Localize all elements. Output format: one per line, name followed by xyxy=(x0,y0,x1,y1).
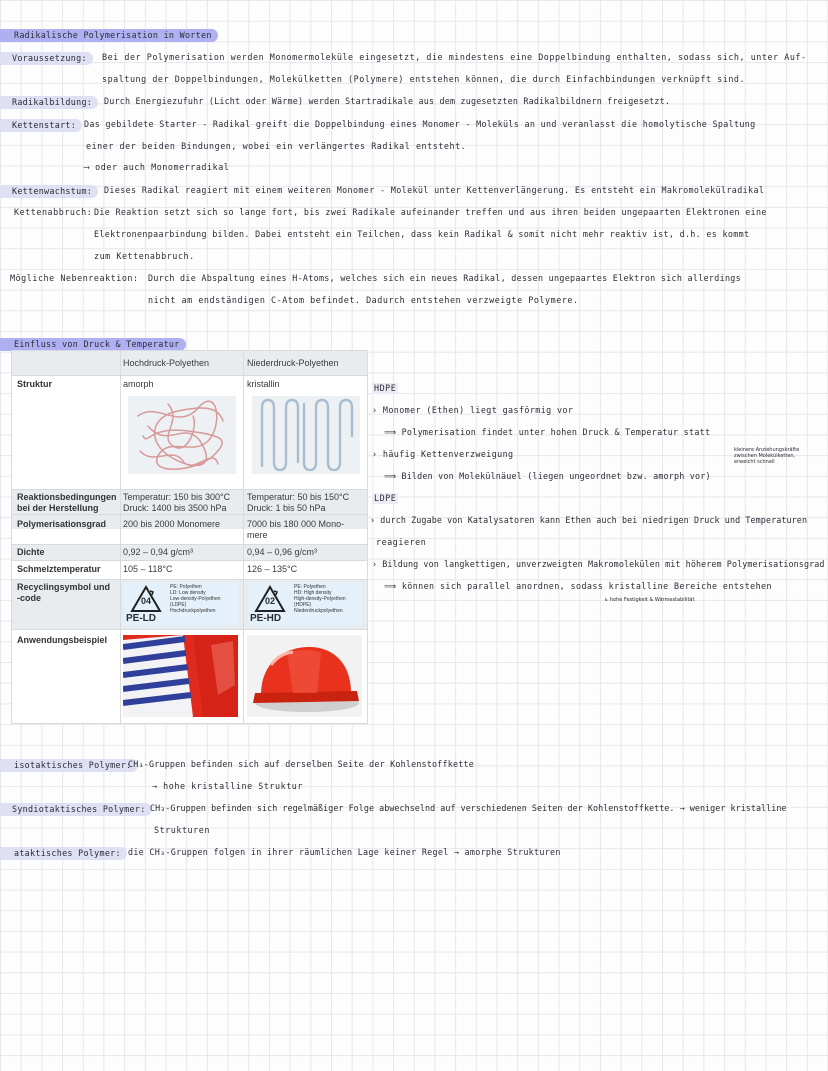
hdpe-line-2: ⟹ Polymerisation findet unter hohen Druck & Temperatur statt xyxy=(384,427,711,437)
hdpe-line-1: › Monomer (Ethen) liegt gasförmig vor xyxy=(372,405,574,415)
hdpe-note-3: erweicht schnell xyxy=(734,459,775,465)
label-voraussetzung: Voraussetzung: xyxy=(0,52,93,65)
recycling-symbol-hdpe xyxy=(248,582,362,626)
ldpe-title: LDPE xyxy=(374,493,397,503)
label-radikalbildung: Radikalbildung: xyxy=(0,96,98,109)
text-kettenabbruch-3: zum Kettenabbruch. xyxy=(94,251,195,261)
label-kettenabbruch: Kettenabbruch: xyxy=(14,207,93,217)
text-voraussetzung-1: Bei der Polymerisation werden Monomermoleküle eingesetzt, die mindestens eine Doppelbindung enthalten, sodass sich, unter Auf- xyxy=(102,52,807,62)
amorph-chain-illustration xyxy=(128,396,236,474)
col-header-niederdruck: Niederdruck-Polyethen xyxy=(247,358,339,368)
recycling-desc-ldpe: PE: Polyethen LD: Low density Low-density-Polyethen (LDPE) Hochdruckpolyethen xyxy=(170,584,221,614)
schmelz-hochdruck: 105 – 118°C xyxy=(123,564,173,574)
recycling-desc-hdpe: PE: Polyethen HD: High density High-density-Polyethen (HDPE) Niederdruckpolyethen xyxy=(294,584,346,614)
label-syndiotaktisch: Syndiotaktisches Polymer: xyxy=(0,803,152,816)
recycling-code-hdpe: PE-HD xyxy=(250,613,282,624)
row-label-struktur: Struktur xyxy=(17,379,53,389)
text-kettenstart-3: ⟶ oder auch Monomerradikal xyxy=(84,162,230,172)
hdpe-note-1: kleinere Anziehungskräfte xyxy=(734,447,800,453)
ldpe-line-4: ⟹ können sich parallel anordnen, sodass kristalline Bereiche entstehen xyxy=(384,581,772,591)
text-syndiotaktisch-1: CH₃-Gruppen befinden sich regelmäßiger Folge abwechselnd auf verschiedenen Seiten der Kohlenstoffkette. → weniger kristalline xyxy=(150,803,787,813)
text-kettenstart-1: Das gebildete Starter - Radikal greift die Doppelbindung eines Monomer - Moleküls an und veranlasst die homolytische Spaltung xyxy=(84,119,756,129)
recycling-number-ldpe: 04 xyxy=(141,596,152,606)
struktur-hochdruck: amorph xyxy=(123,379,154,389)
dichte-niederdruck: 0,94 – 0,96 g/cm³ xyxy=(247,547,318,557)
recycling-number-hdpe: 02 xyxy=(265,596,276,606)
text-syndiotaktisch-2: Strukturen xyxy=(154,825,210,835)
grad-hochdruck: 200 bis 2000 Monomere xyxy=(123,519,221,529)
dichte-hochdruck: 0,92 – 0,94 g/cm³ xyxy=(123,547,194,557)
section-title-druck-temperatur: Einfluss von Druck & Temperatur xyxy=(0,338,186,351)
grad-niederdruck-2: mere xyxy=(247,530,268,540)
label-nebenreaktion: Mögliche Nebenreaktion: xyxy=(10,273,139,283)
reaktion-niederdruck-temp: Temperatur: 50 bis 150°C xyxy=(247,492,350,502)
col-header-hochdruck: Hochdruck-Polyethen xyxy=(123,358,210,368)
text-voraussetzung-2: spaltung der Doppelbindungen, Molekülketten (Polymere) entstehen können, die durch Einfachbindungen verknüpft sind. xyxy=(102,74,746,84)
plastic-bag-photo xyxy=(123,635,238,717)
struktur-niederdruck: kristallin xyxy=(247,379,280,389)
ldpe-note: ↳ hohe Festigkeit & Wärmestabilität xyxy=(604,597,695,603)
row-label-reaktion-1: Reaktionsbedingungen xyxy=(17,492,117,502)
hdpe-line-4: ⟹ Bilden von Molekülnäuel (liegen ungeordnet bzw. amorph vor) xyxy=(384,471,711,481)
text-nebenreaktion-2: nicht am endständigen C-Atom befindet. Dadurch entstehen verzweigte Polymere. xyxy=(148,295,579,305)
row-label-recycling-1: Recyclingsymbol und xyxy=(17,582,111,592)
row-label-reaktion-2: bei der Herstellung xyxy=(17,503,99,513)
recycling-symbol-ldpe xyxy=(124,582,238,626)
hdpe-note-2: zwischen Molekülketten, xyxy=(734,453,796,459)
label-kettenwachstum: Kettenwachstum: xyxy=(0,185,98,198)
recycling-code-ldpe: PE-LD xyxy=(126,613,156,624)
text-kettenabbruch-1: Die Reaktion setzt sich so lange fort, bis zwei Radikale aufeinander treffen und aus ihren beiden ungepaarten Elektronen eine xyxy=(94,207,767,217)
ldpe-line-3: › Bildung von langkettigen, unverzweigten Makromolekülen mit höherem Polymerisationsgrad xyxy=(372,559,825,569)
ldpe-line-2: reagieren xyxy=(376,537,427,547)
text-isotaktisch-1: CH₃-Gruppen befinden sich auf derselben Seite der Kohlenstoffkette xyxy=(128,759,474,769)
hdpe-title: HDPE xyxy=(374,383,397,393)
reaktion-niederdruck-druck: Druck: 1 bis 50 hPa xyxy=(247,503,326,513)
section-title-radikalische-polymerisation: Radikalische Polymerisation in Worten xyxy=(0,29,218,42)
text-kettenabbruch-2: Elektronenpaarbindung bilden. Dabei entsteht ein Teilchen, dass kein Radikal & somit nicht mehr reaktiv ist, d.h. es kommt xyxy=(94,229,750,239)
text-ataktisch: die CH₃-Gruppen folgen in ihrer räumlichen Lage keiner Regel → amorphe Strukturen xyxy=(128,847,561,857)
text-kettenstart-2: einer der beiden Bindungen, wobei ein verlängertes Radikal entsteht. xyxy=(86,141,467,151)
hard-hat-photo xyxy=(247,635,362,717)
kristallin-chain-illustration xyxy=(252,396,360,474)
row-label-anwendungsbeispiel: Anwendungsbeispiel xyxy=(17,635,108,645)
reaktion-hochdruck-druck: Druck: 1400 bis 3500 hPa xyxy=(123,503,227,513)
row-label-polymerisationsgrad: Polymerisationsgrad xyxy=(17,519,107,529)
row-label-recycling-2: -code xyxy=(17,593,42,603)
hdpe-line-3: › häufig Kettenverzweigung xyxy=(372,449,514,459)
label-ataktisch: ataktisches Polymer: xyxy=(0,847,127,860)
text-kettenwachstum: Dieses Radikal reagiert mit einem weiteren Monomer - Molekül unter Kettenverlängerung. Es entsteht ein Makromolekülradikal xyxy=(104,185,765,195)
row-label-dichte: Dichte xyxy=(17,547,45,557)
text-isotaktisch-2: → hohe kristalline Struktur xyxy=(152,781,303,791)
text-nebenreaktion-1: Durch die Abspaltung eines H-Atoms, welches sich ein neues Radikal, dessen ungepaartes Elektron sich allerdings xyxy=(148,273,741,283)
ldpe-line-1: › durch Zugabe von Katalysatoren kann Ethen auch bei niedrigen Druck und Temperaturen xyxy=(370,515,808,525)
polyethen-table xyxy=(11,350,368,724)
label-isotaktisch: isotaktisches Polymer: xyxy=(0,759,138,772)
grad-niederdruck-1: 7000 bis 180 000 Mono- xyxy=(247,519,345,529)
row-label-schmelztemperatur: Schmelztemperatur xyxy=(17,564,101,574)
text-radikalbildung: Durch Energiezufuhr (Licht oder Wärme) werden Startradikale aus dem zugesetzten Radikalbildnern freigesetzt. xyxy=(104,96,671,106)
schmelz-niederdruck: 126 – 135°C xyxy=(247,564,298,574)
reaktion-hochdruck-temp: Temperatur: 150 bis 300°C xyxy=(123,492,231,502)
label-kettenstart: Kettenstart: xyxy=(0,119,82,132)
